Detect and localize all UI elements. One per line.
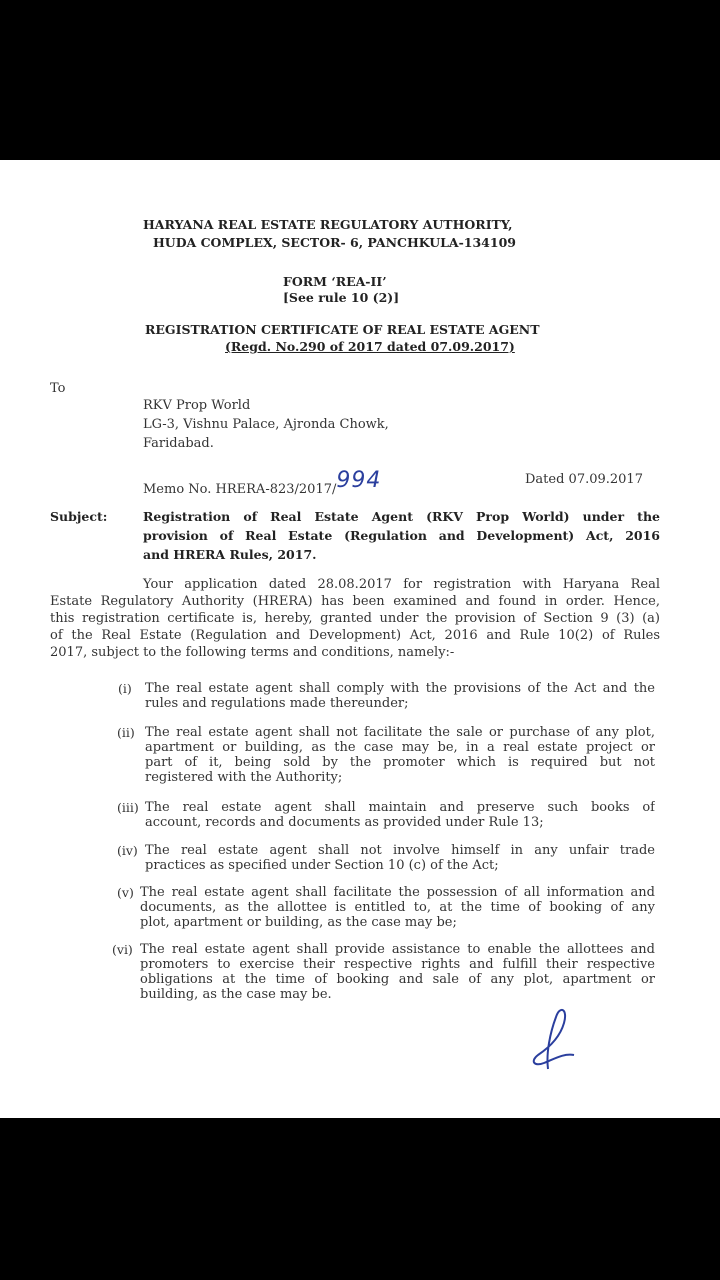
condition-number: (iv): [117, 843, 138, 858]
text-line: rules and regulations made thereunder;: [145, 696, 409, 711]
text-line: this registration certificate is, hereby, granted under the provision of Section 9 (3) (a): [50, 611, 660, 626]
certificate-title: REGISTRATION CERTIFICATE OF REAL ESTATE AGENT: [145, 322, 540, 337]
text-line: The real estate agent shall provide assistance to enable the allottees and: [140, 942, 655, 957]
authority-name: HARYANA REAL ESTATE REGULATORY AUTHORITY,: [143, 217, 513, 232]
text-line: The real estate agent shall comply with the provisions of the Act and the: [145, 681, 655, 696]
condition-text: [145, 681, 655, 711]
handwritten-memo-number: 994: [336, 468, 382, 493]
signature: [520, 1003, 590, 1073]
text-line: The real estate agent shall not facilitate the sale or purchase of any plot,: [145, 725, 655, 740]
text-line: obligations at the time of booking and sale of any plot, apartment or: [140, 972, 655, 987]
text-line: promoters to exercise their respective rights and fulfill their respective: [140, 957, 655, 972]
memo-number-text: Memo No. HRERA-823/2017/: [143, 482, 337, 497]
subject-text: [143, 507, 660, 564]
form-rule: [See rule 10 (2)]: [283, 290, 400, 305]
text-line: The real estate agent shall maintain and preserve such books of: [145, 800, 655, 815]
condition-number: (i): [118, 681, 132, 696]
condition-text: [145, 843, 655, 873]
text-line: documents, as the allottee is entitled to, at the time of booking of any: [140, 900, 655, 915]
certificate-document: [0, 160, 720, 1118]
text-line: The real estate agent shall not involve himself in any unfair trade: [145, 843, 655, 858]
text-line: building, as the case may be.: [140, 987, 332, 1002]
text-line: Estate Regulatory Authority (HRERA) has been examined and found in order. Hence,: [50, 594, 660, 609]
condition-number: (vi): [112, 942, 133, 957]
text-line: registered with the Authority;: [145, 770, 343, 785]
condition-number: (v): [117, 885, 134, 900]
memo-number: [143, 468, 382, 499]
text-line: plot, apartment or building, as the case may be;: [140, 915, 457, 930]
form-title: FORM ‘REA-II’: [283, 274, 387, 289]
condition-text: [140, 885, 655, 930]
condition-number: (ii): [117, 725, 135, 740]
text-line: provision of Real Estate (Regulation and Development) Act, 2016: [143, 528, 660, 543]
text-line: The real estate agent shall facilitate the possession of all information and: [140, 885, 655, 900]
text-line: Your application dated 28.08.2017 for registration with Haryana Real: [143, 577, 660, 592]
text-line: account, records and documents as provided under Rule 13;: [145, 815, 544, 830]
condition-text: [140, 942, 655, 1002]
condition-text: [145, 800, 655, 830]
authority-address: HUDA COMPLEX, SECTOR- 6, PANCHKULA-134109: [153, 235, 516, 250]
condition-number: (iii): [117, 800, 139, 815]
recipient-address-line2: Faridabad.: [143, 436, 214, 451]
registration-number: (Regd. No.290 of 2017 dated 07.09.2017): [225, 339, 515, 354]
condition-text: [145, 725, 655, 785]
to-label: To: [50, 381, 66, 396]
body-paragraph: [50, 576, 660, 661]
text-line: of the Real Estate (Regulation and Development) Act, 2016 and Rule 10(2) of Rules: [50, 628, 660, 643]
text-line: apartment or building, as the case may be, in a real estate project or: [145, 740, 655, 755]
text-line: Registration of Real Estate Agent (RKV Prop World) under the: [143, 509, 660, 524]
recipient-name: RKV Prop World: [143, 398, 251, 413]
text-line: 2017, subject to the following terms and conditions, namely:-: [50, 645, 455, 660]
memo-date: Dated 07.09.2017: [525, 472, 643, 487]
subject-label: Subject:: [50, 509, 108, 524]
recipient-address-line1: LG-3, Vishnu Palace, Ajronda Chowk,: [143, 417, 389, 432]
text-line: and HRERA Rules, 2017.: [143, 547, 317, 562]
text-line: part of it, being sold by the promoter which is required but not: [145, 755, 655, 770]
text-line: practices as specified under Section 10 (c) of the Act;: [145, 858, 499, 873]
